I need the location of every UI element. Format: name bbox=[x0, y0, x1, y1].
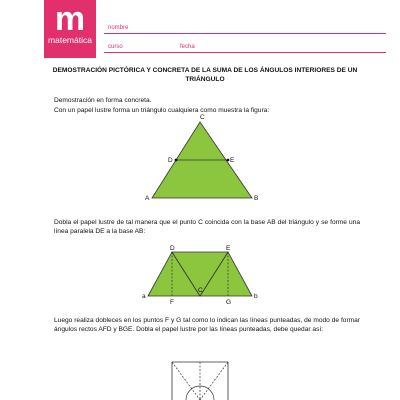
name-label: nombre bbox=[108, 25, 129, 31]
page-title: DEMOSTRACIÓN PICTÓRICA Y CONCRETA DE LA SUMA DE LOS ÁNGULOS INTERIORES DE UN TRIÁNGULO bbox=[52, 67, 358, 83]
section1-heading: Demostración en forma concreta. bbox=[54, 97, 152, 104]
label-e2: E bbox=[226, 245, 231, 252]
diag-right bbox=[200, 362, 228, 400]
logo-text: matemática bbox=[48, 35, 92, 45]
logo-letter: m bbox=[54, 0, 86, 38]
course-label: curso bbox=[108, 44, 123, 50]
section3-text: Luego realiza dobleces en los puntos F y G tal como lo indican las líneas punteadas, de modo de formar ángulos rectos AFD y BGE. Dobla el papel lustre por las líneas punteadas, debe quedar así: bbox=[54, 317, 360, 333]
label-c2: C bbox=[198, 287, 203, 294]
label-b: B bbox=[254, 195, 259, 202]
label-d2: D bbox=[170, 245, 175, 252]
label-e: E bbox=[230, 157, 235, 164]
label-g: G bbox=[226, 299, 232, 306]
diag-left bbox=[172, 362, 200, 400]
label-f: F bbox=[170, 299, 174, 306]
label-d: D bbox=[168, 157, 173, 164]
date-label: fecha bbox=[180, 44, 195, 50]
label-a2: a bbox=[142, 293, 146, 300]
label-c: C bbox=[200, 114, 205, 121]
grade-label: 6º básico bbox=[50, 48, 81, 55]
section2-text: Dobla el papel lustre de tal manera que el punto C coincida con la base AB del triángulo y se forme una línea paralela DE a la base AB: bbox=[54, 219, 360, 235]
label-a: A bbox=[145, 195, 150, 202]
label-b2: b bbox=[254, 293, 258, 300]
section1-text: Con un papel lustre forma un triángulo cualquiera como muestra la figura: bbox=[54, 107, 270, 114]
